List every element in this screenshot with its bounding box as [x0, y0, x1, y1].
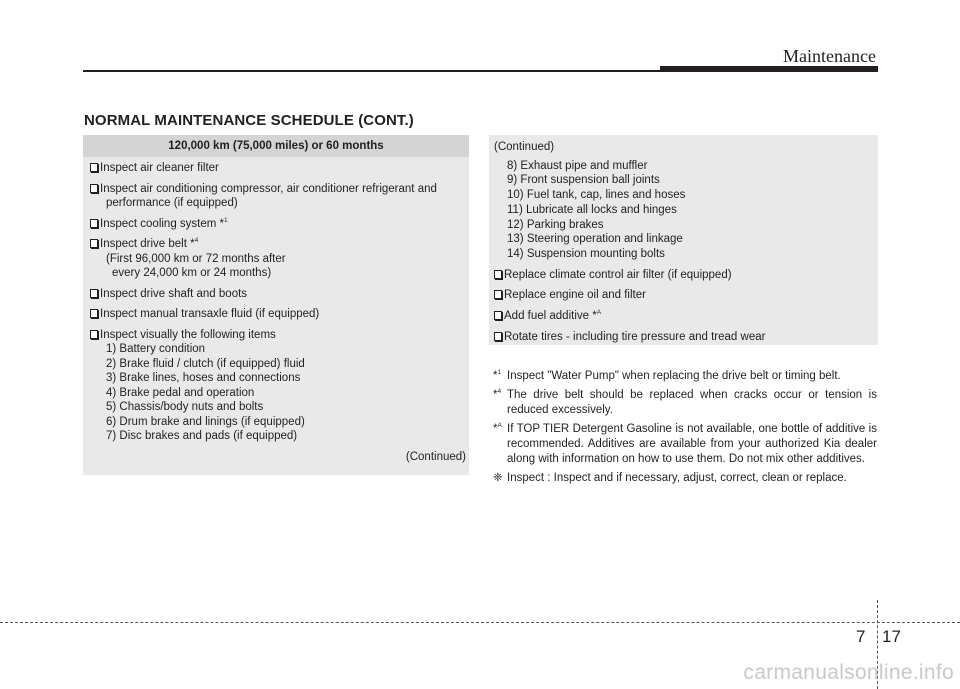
footnote [493, 369, 877, 384]
item-text: Inspect drive belt * [100, 238, 195, 250]
checklist-item [90, 237, 469, 281]
item-text-cont: every 24,000 km or 24 months) [112, 267, 272, 279]
left-panel-heading: 120,000 km (75,000 miles) or 60 months [83, 135, 469, 157]
left-panel-body [83, 157, 469, 464]
item-text: Inspect drive shaft and boots [100, 287, 248, 300]
footnote-text: Inspect : Inspect and if necessary, adjust, correct, clean or replace. [507, 472, 847, 484]
header-bar [660, 66, 878, 72]
footnote-text: The drive belt should be replaced when cracks occur or tension is reduced excessively. [507, 389, 877, 416]
checklist-item [90, 307, 469, 322]
checkbox-icon [494, 270, 502, 279]
list-item: 2) Brake fluid / clutch (if equipped) fluid [106, 357, 305, 370]
list-item: 6) Drum brake and linings (if equipped) [106, 415, 305, 428]
asterism-icon: ❈ [493, 472, 503, 484]
list-item: 11) Lubricate all locks and hinges [507, 203, 677, 216]
list-item: 7) Disc brakes and pads (if equipped) [106, 430, 298, 442]
checklist-item [90, 217, 469, 232]
continued-label: (Continued) [405, 450, 466, 463]
list-item: 13) Steering operation and linkage [507, 233, 683, 246]
checklist-item [90, 328, 469, 444]
item-text: Replace engine oil and filter [504, 289, 646, 302]
list-item: 10) Fuel tank, cap, lines and hoses [507, 189, 686, 202]
checkbox-icon [90, 309, 98, 318]
list-item: 14) Suspension mounting bolts [507, 247, 665, 260]
watermark: carmanualsonline.info [743, 661, 954, 684]
item-text-cont: (First 96,000 km or 72 months after [106, 252, 286, 265]
checkbox-icon [494, 290, 502, 299]
item-text: Inspect manual transaxle fluid (if equipped) [100, 308, 320, 320]
item-text: Rotate tires - including tire pressure and tread wear [504, 330, 766, 343]
item-text: Inspect cooling system * [100, 217, 225, 230]
checklist-item [494, 288, 878, 303]
inspection-list [494, 159, 878, 262]
checkbox-icon [90, 330, 98, 339]
item-text: Inspect air cleaner filter [100, 162, 219, 174]
checkbox-icon [90, 163, 98, 172]
footnotes [493, 369, 877, 490]
item-text: Replace climate control air filter (if equipped) [504, 268, 732, 281]
item-text: Add fuel additive * [504, 310, 597, 323]
checklist-item [90, 287, 469, 302]
list-item: 5) Chassis/body nuts and bolts [106, 401, 264, 413]
footnote-text: Inspect "Water Pump" when replacing the drive belt or timing belt. [507, 370, 841, 382]
continued-label: (Continued) [494, 141, 555, 153]
footnote-marker: *$^A$ [493, 422, 502, 435]
item-text-cont: performance (if equipped) [106, 197, 238, 209]
list-item: 12) Parking brakes [507, 218, 604, 231]
checklist-item [494, 330, 878, 345]
footnote-text: If TOP TIER Detergent Gasoline is not available, one bottle of additive is recommended. Additives are available from your authorized Kia dealer along with information on how to use them. Do not mix other additives. [507, 423, 877, 465]
page-number: 17 [882, 627, 901, 646]
footnote-ref: 1 [224, 216, 228, 224]
checkbox-icon [494, 332, 502, 341]
left-schedule-panel [83, 135, 469, 475]
right-schedule-panel [489, 135, 878, 345]
footnote-marker: *$^1$ [493, 369, 502, 382]
list-item: 8) Exhaust pipe and muffler [507, 159, 648, 172]
section-title: NORMAL MAINTENANCE SCHEDULE (CONT.) [84, 112, 414, 129]
list-item: 9) Front suspension ball joints [507, 174, 660, 187]
header-rule [83, 70, 660, 72]
checklist-item [90, 182, 469, 211]
checkbox-icon [90, 289, 98, 298]
checklist-item [494, 268, 878, 283]
list-item: 4) Brake pedal and operation [106, 386, 255, 399]
checkbox-icon [90, 239, 98, 248]
footer-dashed-rule [0, 622, 960, 623]
footnote-ref: A [596, 309, 602, 317]
chapter-number: 7 [856, 627, 866, 646]
footnote [493, 388, 877, 418]
checklist-item [494, 309, 878, 324]
footnote-ref: 4 [194, 237, 199, 244]
checklist-item [90, 161, 469, 176]
page-header-title: Maintenance [783, 46, 876, 66]
checkbox-icon [90, 184, 98, 193]
item-text: Inspect visually the following items [100, 328, 276, 341]
footnote [493, 471, 877, 486]
list-item: 1) Battery condition [106, 343, 206, 355]
item-text: Inspect air conditioning compressor, air conditioner refrigerant and [100, 182, 437, 195]
checkbox-icon [494, 311, 502, 320]
list-item: 3) Brake lines, hoses and connections [106, 372, 301, 384]
checkbox-icon [90, 219, 98, 228]
footnote-marker: *$^4$ [493, 388, 502, 401]
footnote [493, 422, 877, 467]
